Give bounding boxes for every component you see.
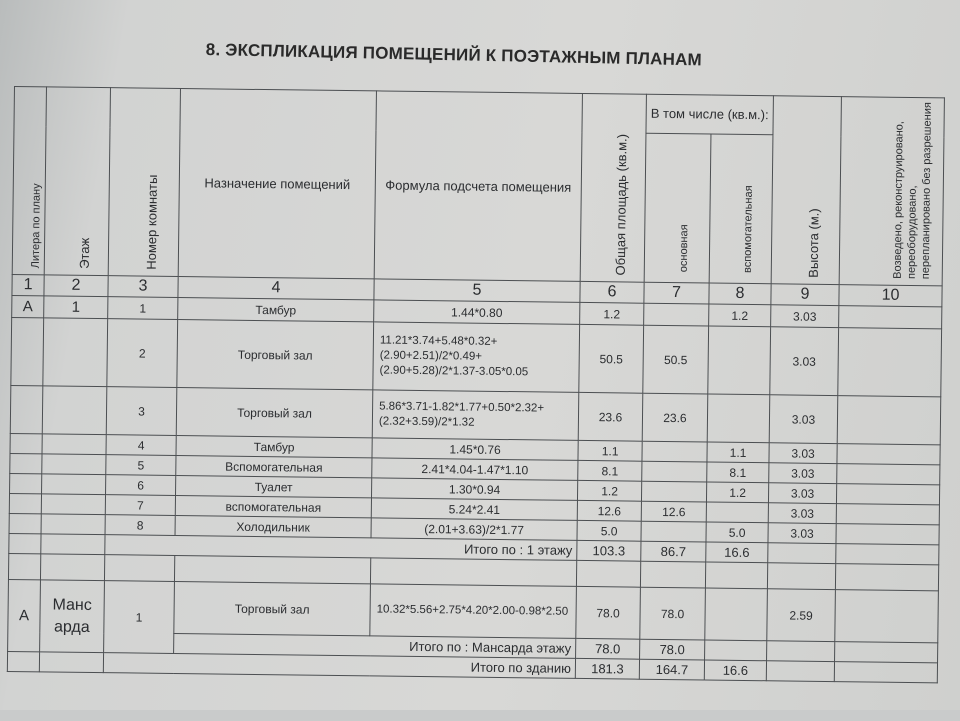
floor-cell (42, 454, 106, 475)
total-area-cell: 50.5 (579, 324, 644, 393)
room-number-cell: 6 (106, 475, 176, 496)
formula-cell: 1.44*0.80 (374, 300, 580, 325)
total-area-cell: 8.1 (578, 460, 642, 481)
column-number: 1 (12, 274, 44, 295)
rebuilt-cell (835, 642, 938, 663)
height-cell: 3.03 (768, 483, 836, 504)
formula-cell: (2.01+3.63)/2*1.77 (371, 518, 577, 541)
litera-cell (10, 473, 42, 493)
header-room-number-text: Номер комнаты (143, 174, 160, 270)
litera-cell: А (8, 579, 41, 651)
formula-cell: 11.21*3.74+5.48*0.32+(2.90+2.51)/2*0.49+(2.90+5.28)/2*1.37-3.05*0.05 (373, 322, 580, 393)
main-area-cell (644, 303, 709, 326)
header-aux (709, 134, 773, 284)
table-row (8, 579, 939, 642)
litera-cell (10, 385, 43, 433)
floor-total-value: 78.0 (576, 638, 640, 659)
total-area-cell: 1.2 (577, 480, 641, 501)
litera-cell (10, 433, 42, 453)
header-rebuilt-text: Возведено, реконструировано, переоборудовано, перепланировано без разрешения (891, 101, 934, 279)
building-total-value: 181.3 (575, 658, 639, 679)
height-cell: 3.03 (768, 523, 836, 544)
height-cell: 2.59 (767, 589, 836, 642)
floor-cell (39, 652, 103, 673)
main-area-cell: 78.0 (640, 587, 706, 640)
purpose-cell: вспомогательная (175, 496, 371, 518)
height-cell (766, 661, 834, 682)
rebuilt-cell (837, 444, 940, 465)
header-litera-text: Литера по плану (29, 182, 43, 268)
height-cell: 3.03 (771, 305, 839, 328)
header-floor (44, 87, 110, 276)
header-litera (12, 87, 46, 275)
rebuilt-cell (836, 524, 939, 545)
floor-total-aux: 16.6 (706, 542, 768, 563)
floor-cell (42, 474, 106, 495)
height-cell: 3.03 (768, 503, 836, 524)
litera-cell (10, 453, 42, 473)
room-number-cell: 7 (105, 495, 175, 516)
floor-total-aux (705, 640, 767, 661)
floor-cell (41, 514, 105, 535)
height-cell: 3.03 (769, 463, 837, 484)
column-number: 9 (771, 284, 839, 306)
total-area-cell: 78.0 (576, 586, 641, 639)
litera-cell (11, 317, 44, 385)
room-number-cell: 1 (108, 297, 178, 320)
column-number: 5 (374, 279, 580, 303)
building-total-main: 164.7 (639, 659, 704, 680)
purpose-cell: Холодильник (175, 516, 371, 538)
height-cell: 3.03 (769, 443, 837, 464)
explication-table (7, 86, 945, 683)
room-number-cell: 5 (106, 455, 176, 476)
floor-total-label: Итого по : Мансарда этажу (174, 633, 576, 658)
aux-area-cell (707, 394, 770, 443)
rebuilt-cell (836, 484, 939, 505)
header-formula: Формула подсчета помещения (374, 91, 582, 282)
purpose-cell: Туалет (176, 476, 372, 498)
column-number: 4 (178, 277, 374, 300)
room-number-cell: 4 (106, 435, 176, 456)
floor-name-line1: Манс (52, 596, 92, 614)
header-floor-text: Этаж (76, 237, 92, 269)
column-number: 6 (580, 281, 644, 303)
main-area-cell: 12.6 (641, 501, 706, 522)
header-height (771, 96, 841, 285)
header-main (644, 133, 711, 283)
explication-table-wrap (6, 86, 944, 721)
rebuilt-cell (835, 590, 939, 643)
floor-cell (41, 534, 105, 555)
building-total-label: Итого по зданию (103, 653, 575, 679)
column-number: 10 (839, 285, 942, 307)
total-area-cell: 12.6 (577, 500, 641, 521)
main-area-cell: 50.5 (643, 325, 709, 394)
main-area-cell (641, 481, 706, 502)
purpose-cell: Торговый зал (177, 320, 374, 390)
column-number: 3 (108, 276, 178, 298)
header-purpose: Назначение помещений (178, 89, 376, 279)
room-number-cell: 8 (105, 515, 175, 536)
main-area-cell (642, 461, 707, 482)
header-main-text: основная (677, 224, 691, 273)
header-aux-text: вспомогательная (741, 185, 755, 274)
aux-area-cell (706, 502, 768, 523)
formula-cell: 10.32*5.56+2.75*4.20*2.00-0.98*2.50 (370, 584, 577, 639)
formula-cell: 1.45*0.76 (372, 438, 578, 461)
header-incl-group: В том числе (кв.м.): (646, 94, 773, 135)
aux-area-cell: 1.2 (709, 304, 771, 327)
floor-total-main: 78.0 (640, 639, 705, 660)
rebuilt-cell (837, 396, 941, 445)
header-total-area (580, 93, 646, 282)
column-number: 7 (644, 282, 709, 304)
formula-cell: 5.86*3.71-1.82*1.77+0.50*2.32+(2.32+3.59)/2*1.32 (372, 390, 579, 441)
height-cell (767, 641, 835, 662)
aux-area-cell: 1.1 (707, 442, 769, 463)
room-number-cell: 3 (106, 387, 177, 436)
rebuilt-cell (838, 328, 942, 397)
floor-cell (40, 580, 105, 653)
aux-area-cell: 8.1 (707, 462, 769, 483)
litera-cell (9, 533, 41, 553)
purpose-cell: Вспомогательная (176, 456, 372, 478)
total-area-cell: 23.6 (578, 392, 643, 441)
floor-total-main: 86.7 (641, 541, 706, 562)
header-total-area-text: Общая площадь (кв.м.) (612, 133, 629, 276)
header-rebuilt (839, 97, 944, 286)
formula-cell: 1.30*0.94 (371, 478, 577, 501)
floor-cell (41, 494, 105, 515)
floor-cell (42, 434, 106, 455)
column-number: 2 (44, 275, 108, 297)
room-number-cell: 2 (107, 319, 178, 388)
main-area-cell (642, 441, 707, 462)
floor-cell: 1 (44, 296, 108, 319)
height-cell: 3.03 (770, 327, 839, 396)
building-total-aux: 16.6 (704, 660, 766, 681)
table-row (11, 317, 942, 396)
total-area-cell: 5.0 (577, 520, 641, 541)
rebuilt-cell (839, 306, 942, 329)
total-area-cell: 1.1 (578, 440, 642, 461)
floor-cell (43, 318, 108, 387)
purpose-cell: Тамбур (178, 298, 374, 322)
litera-cell: А (12, 295, 44, 317)
floor-total-label: Итого по : 1 этажу (105, 535, 577, 561)
total-area-cell: 1.2 (580, 302, 644, 325)
litera-cell (7, 651, 39, 671)
header-room-number (108, 88, 180, 277)
aux-area-cell: 1.2 (706, 482, 768, 503)
rebuilt-cell (834, 662, 937, 683)
page-title: 8. ЭКСПЛИКАЦИЯ ПОМЕЩЕНИЙ К ПОЭТАЖНЫМ ПЛАНАМ (205, 40, 703, 70)
formula-cell: 2.41*4.04-1.47*1.10 (372, 458, 578, 481)
aux-area-cell (705, 588, 768, 641)
floor-cell (42, 386, 107, 435)
header-height-text: Высота (м.) (805, 207, 822, 278)
height-cell: 3.03 (769, 395, 838, 444)
formula-cell: 5.24*2.41 (371, 498, 577, 521)
aux-area-cell: 5.0 (706, 522, 768, 543)
rebuilt-cell (836, 544, 939, 565)
rebuilt-cell (836, 504, 939, 525)
litera-cell (9, 513, 41, 533)
room-number-cell: 1 (104, 581, 175, 654)
floor-total-value: 103.3 (577, 540, 641, 561)
purpose-cell: Тамбур (176, 436, 372, 458)
column-number: 8 (709, 283, 771, 305)
aux-area-cell (708, 326, 771, 395)
floor-name-line2: арда (53, 618, 90, 636)
rebuilt-cell (837, 464, 940, 485)
main-area-cell: 23.6 (642, 393, 708, 442)
purpose-cell: Торговый зал (174, 581, 371, 635)
height-cell (768, 543, 836, 564)
litera-cell (9, 493, 41, 513)
purpose-cell: Торговый зал (176, 388, 373, 438)
main-area-cell (641, 521, 706, 542)
